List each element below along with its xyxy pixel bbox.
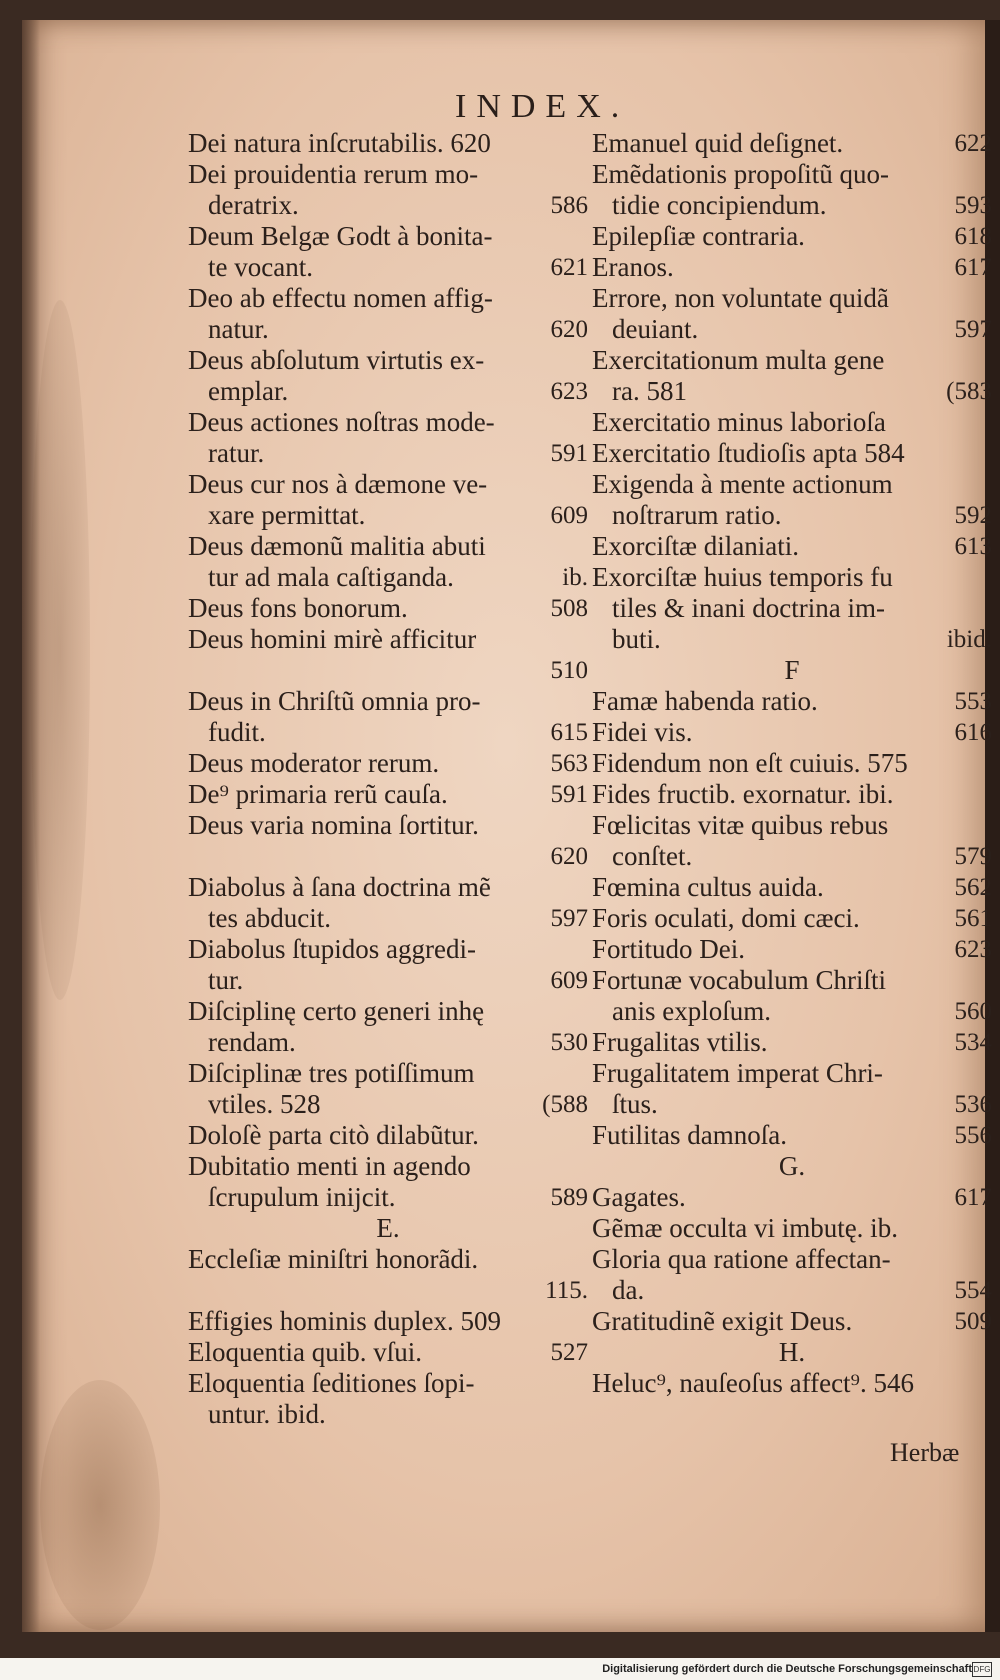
entry-text: Gẽmæ occulta vi imbutę. ib. bbox=[592, 1213, 898, 1243]
page-number: 115. bbox=[545, 1277, 588, 1304]
index-entry bbox=[188, 779, 588, 810]
page-number: 536 bbox=[954, 1091, 992, 1118]
entry-line bbox=[188, 655, 588, 686]
page-number: 609 bbox=[550, 502, 588, 529]
index-column-left bbox=[188, 128, 588, 1430]
entry-line bbox=[188, 593, 588, 624]
page-number: 609 bbox=[550, 967, 588, 994]
entry-line bbox=[592, 345, 992, 376]
page-number: 613 bbox=[954, 533, 992, 560]
entry-text: Fortitudo Dei. bbox=[592, 934, 745, 964]
index-entry bbox=[592, 1058, 992, 1120]
index-entry bbox=[592, 562, 992, 655]
index-entry bbox=[592, 934, 992, 965]
entry-line bbox=[188, 1368, 588, 1399]
page-number: 579 bbox=[954, 843, 992, 870]
entry-text: Diabolus à ſana doctrina mẽ bbox=[188, 872, 491, 902]
page-number: 554 bbox=[954, 1277, 992, 1304]
entry-text: Gratitudinẽ exigit Deus. bbox=[592, 1306, 853, 1336]
entry-line bbox=[592, 624, 992, 655]
paper-stain bbox=[30, 300, 90, 1000]
index-entry bbox=[188, 996, 588, 1058]
page-number: 508 bbox=[550, 595, 588, 622]
entry-line bbox=[592, 748, 992, 779]
entry-text: Heluc⁹, nauſeoſus affect⁹. 546 bbox=[592, 1368, 914, 1398]
entry-text: Gloria qua ratione affectan- bbox=[592, 1244, 891, 1274]
entry-text: Deus homini mirè afficitur bbox=[188, 624, 477, 654]
index-entry bbox=[188, 283, 588, 345]
entry-text: conſtet. bbox=[612, 841, 693, 871]
index-entry bbox=[592, 903, 992, 934]
entry-line bbox=[592, 190, 992, 221]
entry-line bbox=[592, 872, 992, 903]
page-number: 591 bbox=[550, 440, 588, 467]
entry-line bbox=[188, 1151, 588, 1182]
index-entry bbox=[188, 1120, 588, 1151]
entry-line bbox=[592, 1275, 992, 1306]
index-entry bbox=[592, 159, 992, 221]
index-entry bbox=[188, 748, 588, 779]
entry-text: ſtus. bbox=[612, 1089, 658, 1119]
entry-line bbox=[592, 531, 992, 562]
entry-line bbox=[188, 345, 588, 376]
entry-text: buti. bbox=[612, 624, 661, 654]
page-number: ib. bbox=[562, 564, 588, 591]
entry-text: tidie concipiendum. bbox=[612, 190, 827, 220]
paper-stain bbox=[40, 1380, 160, 1630]
page-number: ibid. bbox=[946, 626, 992, 653]
footer-credit: Digitalisierung gefördert durch die Deutsche Forschungsgemeinschaft bbox=[602, 1663, 972, 1675]
entry-text: Exercitatio ſtudioſis apta 584 bbox=[592, 438, 905, 468]
page-number: (588 bbox=[542, 1091, 588, 1118]
entry-text: Eranos. bbox=[592, 252, 674, 282]
entry-text: Doloſè parta citò dilabũtur. bbox=[188, 1120, 479, 1150]
entry-text: da. bbox=[612, 1275, 645, 1305]
entry-line bbox=[592, 407, 992, 438]
entry-line bbox=[592, 1306, 992, 1337]
entry-text: Deo ab effectu nomen affig- bbox=[188, 283, 493, 313]
entry-text: Futilitas damnoſa. bbox=[592, 1120, 787, 1150]
index-entry bbox=[592, 717, 992, 748]
index-entry bbox=[188, 407, 588, 469]
entry-text: tur ad mala caſtiganda. bbox=[208, 562, 454, 592]
entry-line bbox=[188, 128, 588, 159]
entry-line bbox=[592, 717, 992, 748]
entry-text bbox=[188, 841, 208, 871]
index-entry bbox=[188, 128, 588, 159]
entry-text: Deus actiones noſtras mode- bbox=[188, 407, 495, 437]
entry-line bbox=[188, 1027, 588, 1058]
page-number: 593 bbox=[954, 192, 992, 219]
entry-line bbox=[188, 965, 588, 996]
entry-text: Eccleſiæ miniſtri honorãdi. bbox=[188, 1244, 479, 1274]
entry-line bbox=[188, 1120, 588, 1151]
index-entry bbox=[592, 1306, 992, 1337]
page-number: 591 bbox=[550, 781, 588, 808]
index-entry bbox=[188, 686, 588, 748]
index-entry bbox=[188, 872, 588, 934]
entry-line bbox=[592, 500, 992, 531]
entry-line bbox=[592, 903, 992, 934]
index-entry bbox=[592, 748, 992, 779]
index-entry bbox=[592, 531, 992, 562]
entry-line bbox=[188, 841, 588, 872]
entry-line bbox=[188, 717, 588, 748]
entry-text: Deus in Chriſtũ omnia pro- bbox=[188, 686, 481, 716]
page-number: 553 bbox=[954, 688, 992, 715]
entry-text: Exercitatio minus laborioſa bbox=[592, 407, 886, 437]
entry-line bbox=[592, 283, 992, 314]
entry-line bbox=[592, 1182, 992, 1213]
entry-text: Deum Belgæ Godt à bonita- bbox=[188, 221, 493, 251]
page-number: 623 bbox=[550, 378, 588, 405]
index-entry bbox=[592, 252, 992, 283]
index-entry bbox=[592, 469, 992, 531]
entry-text: Deus cur nos à dæmone ve- bbox=[188, 469, 488, 499]
entry-line bbox=[592, 965, 992, 996]
entry-text: Frugalitatem imperat Chri- bbox=[592, 1058, 883, 1088]
index-entry bbox=[592, 1120, 992, 1151]
entry-text: noſtrarum ratio. bbox=[612, 500, 782, 530]
entry-text bbox=[188, 1275, 208, 1305]
entry-text: ſcrupulum inijcit. bbox=[208, 1182, 396, 1212]
page-number: 621 bbox=[550, 254, 588, 281]
entry-text: Foris oculati, domi cæci. bbox=[592, 903, 860, 933]
index-entry bbox=[188, 1337, 588, 1368]
index-entry bbox=[592, 128, 992, 159]
entry-line bbox=[592, 686, 992, 717]
entry-line bbox=[188, 500, 588, 531]
index-entry bbox=[188, 345, 588, 407]
entry-line bbox=[188, 1399, 588, 1430]
section-letter: E. bbox=[376, 1213, 400, 1243]
entry-line bbox=[188, 252, 588, 283]
entry-text: fudit. bbox=[208, 717, 266, 747]
entry-line bbox=[188, 531, 588, 562]
entry-line bbox=[592, 779, 992, 810]
page-number: 623 bbox=[954, 936, 992, 963]
index-entry bbox=[188, 934, 588, 996]
entry-text: Dei prouidentia rerum mo- bbox=[188, 159, 479, 189]
entry-text: tiles & inani doctrina im- bbox=[612, 593, 885, 623]
entry-text: Fidei vis. bbox=[592, 717, 693, 747]
entry-line bbox=[592, 376, 992, 407]
page-number: 592 bbox=[954, 502, 992, 529]
entry-line bbox=[592, 1089, 992, 1120]
entry-line bbox=[188, 438, 588, 469]
index-entry bbox=[592, 1182, 992, 1213]
entry-line bbox=[188, 872, 588, 903]
entry-text: Gagates. bbox=[592, 1182, 686, 1212]
entry-line bbox=[592, 314, 992, 345]
index-entry bbox=[592, 345, 992, 407]
index-entry bbox=[592, 1213, 992, 1244]
entry-line bbox=[188, 1058, 588, 1089]
index-entry bbox=[592, 779, 992, 810]
entry-text: ratur. bbox=[208, 438, 265, 468]
entry-line bbox=[592, 469, 992, 500]
entry-text: Errore, non voluntate quidã bbox=[592, 283, 889, 313]
page-number: 620 bbox=[550, 843, 588, 870]
entry-text: vtiles. 528 bbox=[208, 1089, 321, 1119]
entry-text: Fides fructib. exornatur. ibi. bbox=[592, 779, 894, 809]
entry-text: anis exploſum. bbox=[612, 996, 771, 1026]
entry-line bbox=[188, 748, 588, 779]
entry-line bbox=[592, 1058, 992, 1089]
section-letter: F bbox=[784, 655, 800, 685]
entry-line bbox=[188, 283, 588, 314]
entry-line bbox=[188, 221, 588, 252]
entry-line bbox=[188, 996, 588, 1027]
entry-text: Fœmina cultus auida. bbox=[592, 872, 824, 902]
index-entry bbox=[592, 686, 992, 717]
page-number: 618 bbox=[954, 223, 992, 250]
entry-text: Deus varia nomina ſortitur. bbox=[188, 810, 479, 840]
entry-line bbox=[188, 779, 588, 810]
entry-line bbox=[188, 1275, 588, 1306]
page-bottom-edge bbox=[0, 1632, 1000, 1658]
entry-line bbox=[592, 438, 992, 469]
entry-text: Fidendum non eſt cuiuis. 575 bbox=[592, 748, 908, 778]
entry-text: Dubitatio menti in agendo bbox=[188, 1151, 471, 1181]
page-number: 622 bbox=[954, 130, 992, 157]
entry-line bbox=[188, 190, 588, 221]
entry-line bbox=[592, 810, 992, 841]
entry-line bbox=[188, 376, 588, 407]
index-entry bbox=[592, 438, 992, 469]
entry-text: Eloquentia ſeditiones ſopi- bbox=[188, 1368, 475, 1398]
index-entry bbox=[592, 810, 992, 872]
page-number: 589 bbox=[550, 1184, 588, 1211]
entry-text: Diabolus ſtupidos aggredi- bbox=[188, 934, 476, 964]
entry-line bbox=[188, 1244, 588, 1275]
entry-text: Emanuel quid deſignet. bbox=[592, 128, 844, 158]
index-entry bbox=[188, 1368, 588, 1430]
entry-text: ra. 581 bbox=[612, 376, 687, 406]
entry-text: De⁹ primaria rerũ cauſa. bbox=[188, 779, 448, 809]
entry-text: Deus dæmonũ malitia abuti bbox=[188, 531, 486, 561]
entry-line bbox=[188, 1306, 588, 1337]
entry-line bbox=[592, 562, 992, 593]
entry-line bbox=[592, 252, 992, 283]
entry-line bbox=[188, 686, 588, 717]
page-number: 616 bbox=[954, 719, 992, 746]
page-number: 527 bbox=[550, 1339, 588, 1366]
entry-text: Fortunæ vocabulum Chriſti bbox=[592, 965, 886, 995]
section-letter: G. bbox=[778, 1151, 806, 1181]
entry-text: Fœlicitas vitæ quibus rebus bbox=[592, 810, 889, 840]
index-entry bbox=[188, 624, 588, 686]
index-entry bbox=[592, 283, 992, 345]
entry-line bbox=[188, 1182, 588, 1213]
page-number: 509 bbox=[954, 1308, 992, 1335]
page-number: 556 bbox=[954, 1122, 992, 1149]
entry-text: Deus fons bonorum. bbox=[188, 593, 408, 623]
page-title: INDEX. bbox=[455, 88, 630, 125]
catchword: Herbæ bbox=[890, 1438, 960, 1467]
entry-text: tur. bbox=[208, 965, 244, 995]
entry-text: Famæ habenda ratio. bbox=[592, 686, 818, 716]
page-number: 563 bbox=[550, 750, 588, 777]
index-entry bbox=[592, 221, 992, 252]
entry-line bbox=[188, 159, 588, 190]
entry-text: Exigenda à mente actionum bbox=[592, 469, 893, 499]
entry-line bbox=[592, 841, 992, 872]
page-number: 562 bbox=[954, 874, 992, 901]
entry-line bbox=[188, 407, 588, 438]
entry-line bbox=[188, 810, 588, 841]
entry-line bbox=[592, 996, 992, 1027]
entry-line bbox=[188, 624, 588, 655]
index-entry bbox=[188, 531, 588, 593]
index-entry bbox=[592, 407, 992, 438]
entry-text: xare permittat. bbox=[208, 500, 366, 530]
entry-text: Exorciſtæ huius temporis fu bbox=[592, 562, 893, 592]
entry-line bbox=[592, 593, 992, 624]
section-letter: H. bbox=[778, 1337, 806, 1367]
index-entry bbox=[188, 593, 588, 624]
index-entry bbox=[592, 1368, 992, 1399]
entry-line bbox=[592, 1027, 992, 1058]
entry-text: Eloquentia quib. vſui. bbox=[188, 1337, 422, 1367]
index-entry bbox=[592, 1244, 992, 1306]
entry-text: Diſciplinę certo generi inhę bbox=[188, 996, 485, 1026]
page-number: 510 bbox=[550, 657, 588, 684]
entry-line bbox=[188, 934, 588, 965]
index-entry bbox=[188, 1058, 588, 1120]
entry-text: Effigies hominis duplex. 509 bbox=[188, 1306, 501, 1336]
entry-text: untur. ibid. bbox=[208, 1399, 326, 1429]
page-number: 615 bbox=[550, 719, 588, 746]
entry-text: emplar. bbox=[208, 376, 289, 406]
entry-text: Emẽdationis propoſitũ quo- bbox=[592, 159, 889, 189]
entry-text bbox=[188, 655, 208, 685]
index-entry bbox=[188, 159, 588, 221]
entry-text: natur. bbox=[208, 314, 269, 344]
index-entry bbox=[188, 1306, 588, 1337]
entry-text: te vocant. bbox=[208, 252, 313, 282]
page-number: 617 bbox=[954, 254, 992, 281]
page-number: (583 bbox=[946, 378, 992, 405]
entry-text: rendam. bbox=[208, 1027, 296, 1057]
page-number: 534 bbox=[954, 1029, 992, 1056]
entry-line bbox=[592, 128, 992, 159]
index-entry bbox=[188, 469, 588, 531]
entry-text: deuiant. bbox=[612, 314, 699, 344]
entry-line bbox=[188, 562, 588, 593]
entry-text: Deus abſolutum virtutis ex- bbox=[188, 345, 485, 375]
entry-line bbox=[188, 903, 588, 934]
index-entry bbox=[188, 221, 588, 283]
entry-text: Diſciplinæ tres potiſſimum bbox=[188, 1058, 475, 1088]
index-entry bbox=[188, 1151, 588, 1213]
entry-line bbox=[592, 221, 992, 252]
entry-text: Exorciſtæ dilaniati. bbox=[592, 531, 799, 561]
page-number: 597 bbox=[550, 905, 588, 932]
entry-line bbox=[592, 159, 992, 190]
entry-text: Deus moderator rerum. bbox=[188, 748, 440, 778]
index-entry bbox=[592, 1027, 992, 1058]
entry-text: Epilepſiæ contraria. bbox=[592, 221, 805, 251]
index-entry bbox=[188, 1244, 588, 1306]
entry-line bbox=[592, 1368, 992, 1399]
page-number: 560 bbox=[954, 998, 992, 1025]
index-entry bbox=[592, 965, 992, 1027]
dfg-logo-icon: DFG bbox=[972, 1662, 992, 1677]
entry-line bbox=[188, 469, 588, 500]
entry-text: Frugalitas vtilis. bbox=[592, 1027, 768, 1057]
entry-text: Exercitationum multa gene bbox=[592, 345, 885, 375]
page-number: 620 bbox=[550, 316, 588, 343]
entry-line bbox=[592, 1244, 992, 1275]
entry-text: tes abducit. bbox=[208, 903, 331, 933]
page-number: 597 bbox=[954, 316, 992, 343]
entry-text: deratrix. bbox=[208, 190, 299, 220]
index-entry bbox=[188, 810, 588, 872]
entry-line bbox=[592, 1213, 992, 1244]
entry-line bbox=[592, 1120, 992, 1151]
page-number: 561 bbox=[954, 905, 992, 932]
page-number: 617 bbox=[954, 1184, 992, 1211]
entry-line bbox=[188, 1089, 588, 1120]
entry-line bbox=[188, 1337, 588, 1368]
entry-line bbox=[592, 934, 992, 965]
entry-text: Dei natura inſcrutabilis. 620 bbox=[188, 128, 491, 158]
index-column-right bbox=[592, 128, 992, 1399]
index-entry bbox=[592, 872, 992, 903]
page-number: 586 bbox=[550, 192, 588, 219]
entry-line bbox=[188, 314, 588, 345]
page-number: 530 bbox=[550, 1029, 588, 1056]
